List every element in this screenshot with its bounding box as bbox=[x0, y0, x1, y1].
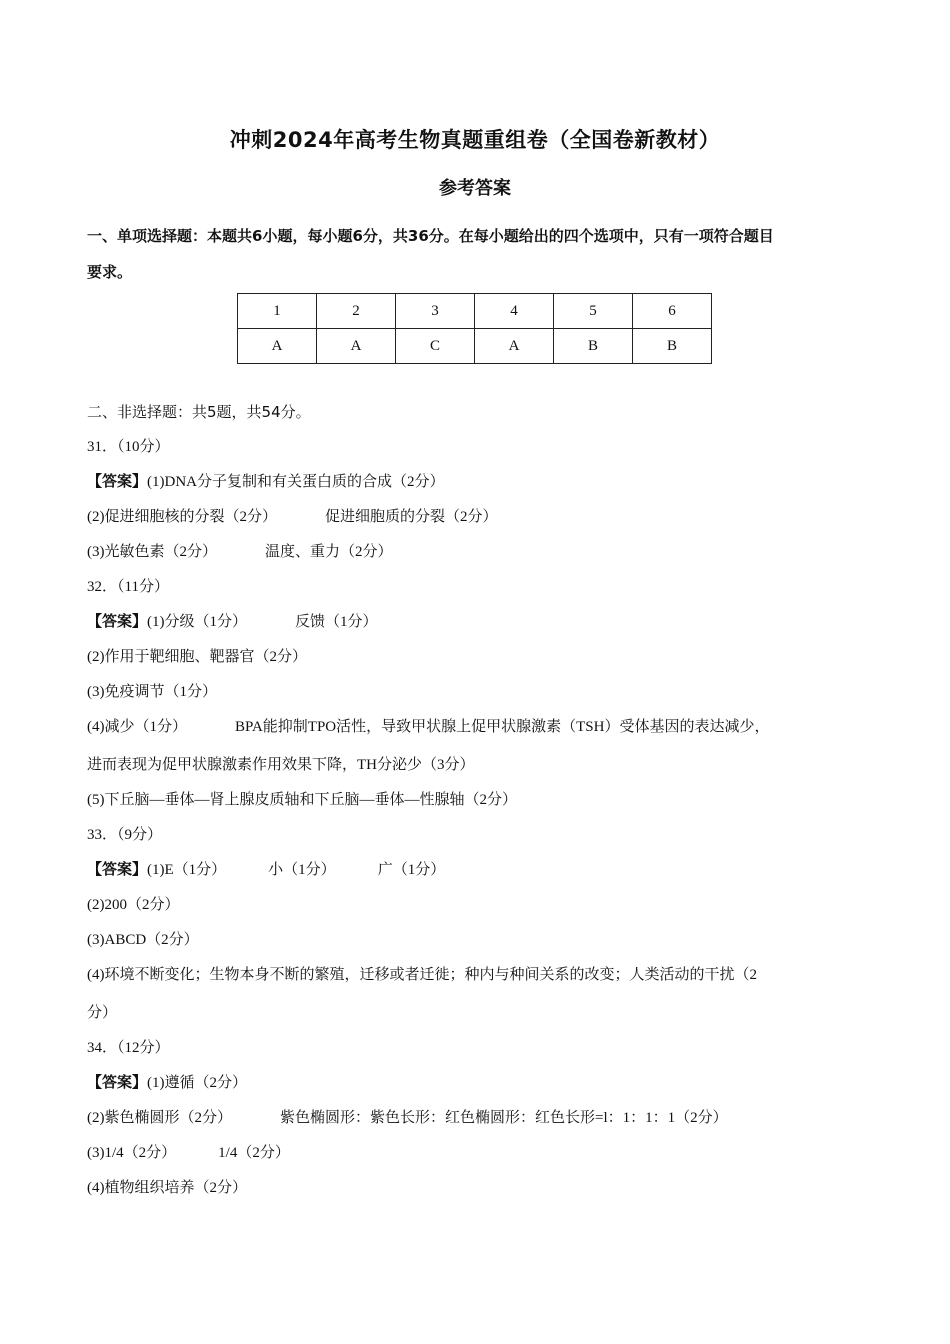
table-cell: A bbox=[238, 329, 317, 364]
table-cell: A bbox=[475, 329, 554, 364]
answer-tag: 【答案】 bbox=[87, 1075, 148, 1091]
section1-intro bbox=[87, 218, 867, 290]
q34-answer-line2 bbox=[87, 1108, 728, 1128]
q34-answer-2b: 紫色椭圆形：紫色长形：红色椭圆形：红色长形=l：1：1：1（2分） bbox=[280, 1110, 728, 1126]
q33-answer-line1 bbox=[87, 860, 445, 880]
q33-answer-1a: (1)E（1分） bbox=[147, 862, 227, 878]
q31-answer-1: (1)DNA分子复制和有关蛋白质的合成（2分） bbox=[147, 474, 445, 490]
table-cell: B bbox=[554, 329, 633, 364]
q34-answer-1: (1)遵循（2分） bbox=[147, 1075, 248, 1091]
q31-answer-line1 bbox=[87, 472, 445, 492]
table-cell: B bbox=[633, 329, 712, 364]
section2-intro: 二、非选择题：共5题，共54分。 bbox=[87, 403, 311, 421]
answer-tag: 【答案】 bbox=[87, 862, 148, 878]
table-cell: 4 bbox=[475, 294, 554, 329]
q32-header: 32．（11分） bbox=[87, 579, 169, 595]
q31-header: 31．（10分） bbox=[87, 439, 170, 455]
q34-answer-3a: (3)1/4（2分） bbox=[87, 1145, 177, 1161]
q33-header: 33．（9分） bbox=[87, 827, 163, 843]
q32-answer-1b: 反馈（1分） bbox=[295, 614, 378, 630]
answer-tag: 【答案】 bbox=[87, 474, 148, 490]
table-cell: 1 bbox=[238, 294, 317, 329]
choice-answer-table bbox=[237, 293, 712, 364]
q32-answer-line2: (2)作用于靶细胞、靶器官（2分） bbox=[87, 649, 307, 665]
q32-answer-4a: (4)减少（1分） bbox=[87, 719, 187, 735]
q31-answer-3a: (3)光敏色素（2分） bbox=[87, 544, 217, 560]
q34-answer-line4: (4)植物组织培养（2分） bbox=[87, 1180, 247, 1196]
table-cell: 2 bbox=[317, 294, 396, 329]
q34-answer-3b: 1/4（2分） bbox=[218, 1145, 290, 1161]
q32-answer-line3: (3)免疫调节（1分） bbox=[87, 684, 217, 700]
q33-answer-line3: (3)ABCD（2分） bbox=[87, 932, 199, 948]
q31-answer-2a: (2)促进细胞核的分裂（2分） bbox=[87, 509, 277, 525]
section1-intro-line1: 一、单项选择题：本题共6小题，每小题6分，共36分。在每小题给出的四个选项中，只有一项符合题目 bbox=[87, 227, 774, 245]
q33-answer-line2: (2)200（2分） bbox=[87, 897, 180, 913]
q31-answer-3b: 温度、重力（2分） bbox=[265, 544, 393, 560]
q32-answer-line1 bbox=[87, 612, 378, 632]
q33-answer-1c: 广（1分） bbox=[377, 862, 446, 878]
q32-answer-line4-cont: 进而表现为促甲状腺激素作用效果下降，TH分泌少（3分） bbox=[87, 757, 475, 773]
page-subtitle: 参考答案 bbox=[439, 178, 511, 199]
q31-answer-2b: 促进细胞质的分裂（2分） bbox=[325, 509, 498, 525]
table-cell: A bbox=[317, 329, 396, 364]
table-row-numbers bbox=[238, 294, 712, 329]
q34-answer-2a: (2)紫色椭圆形（2分） bbox=[87, 1110, 232, 1126]
table-cell: 6 bbox=[633, 294, 712, 329]
table-cell: C bbox=[396, 329, 475, 364]
q31-answer-line3 bbox=[87, 542, 393, 562]
section1-intro-line2: 要求。 bbox=[87, 263, 133, 281]
table-cell: 3 bbox=[396, 294, 475, 329]
q32-answer-1a: (1)分级（1分） bbox=[147, 614, 248, 630]
q32-answer-line5: (5)下丘脑—垂体—肾上腺皮质轴和下丘脑—垂体—性腺轴（2分） bbox=[87, 792, 517, 808]
q34-answer-line3 bbox=[87, 1143, 290, 1163]
q33-answer-line4-cont: 分） bbox=[87, 1005, 118, 1021]
q33-answer-1b: 小（1分） bbox=[268, 862, 336, 878]
answer-tag: 【答案】 bbox=[87, 614, 148, 630]
q31-answer-line2 bbox=[87, 507, 498, 527]
q32-answer-4b: BPA能抑制TPO活性，导致甲状腺上促甲状腺激素（TSH）受体基因的表达减少， bbox=[235, 719, 770, 735]
table-row-answers bbox=[238, 329, 712, 364]
table-cell: 5 bbox=[554, 294, 633, 329]
q34-header: 34．（12分） bbox=[87, 1040, 170, 1056]
q32-answer-line4 bbox=[87, 717, 769, 737]
q34-answer-line1 bbox=[87, 1073, 247, 1093]
page-title: 冲刺2024年高考生物真题重组卷（全国卷新教材） bbox=[229, 128, 721, 152]
q33-answer-line4: (4)环境不断变化；生物本身不断的繁殖，迁移或者迁徙；种内与种间关系的改变；人类活动的干扰（2 bbox=[87, 967, 757, 983]
